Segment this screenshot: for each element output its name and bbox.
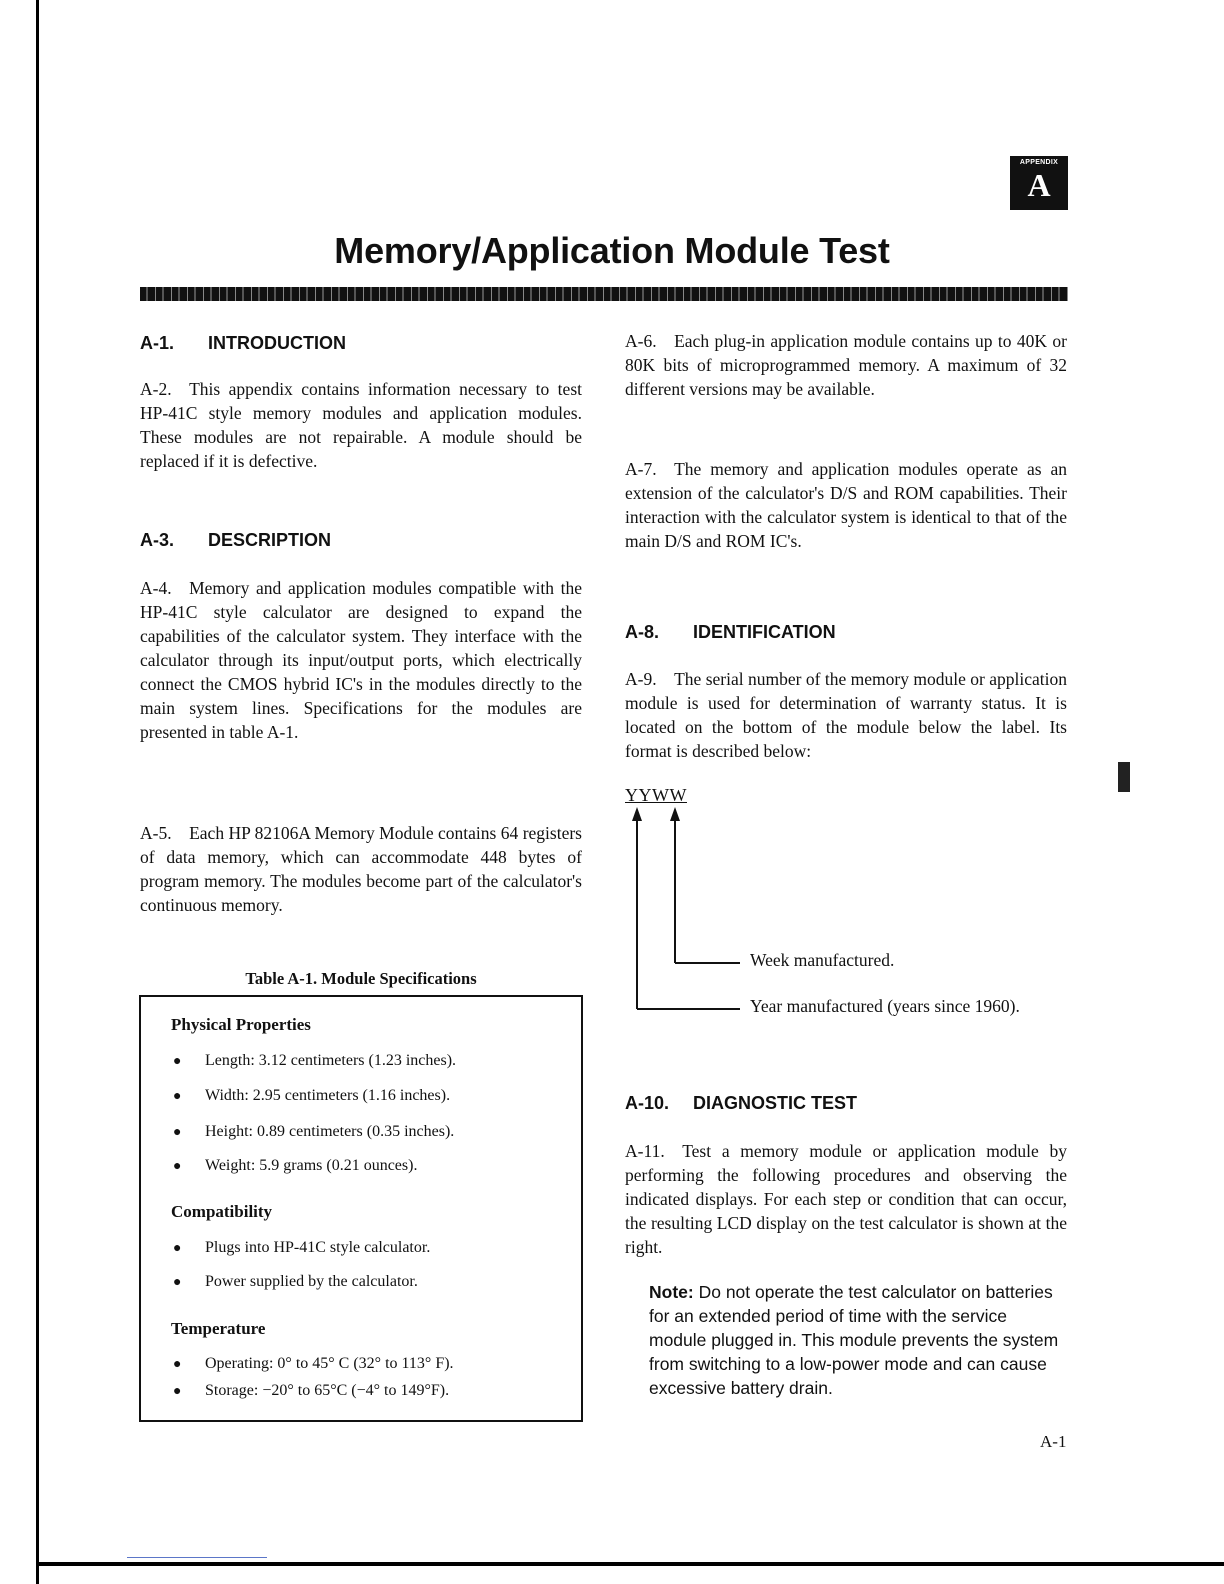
heading-number: A-3. (140, 530, 175, 550)
table-item: ● Power supplied by the calculator. (173, 1273, 418, 1290)
serial-format (625, 785, 687, 806)
title-rule (140, 287, 1068, 301)
heading-title: DESCRIPTION (208, 530, 332, 550)
paragraph-a11: A-11. Test a memory module or application module by performing the following procedures and observing the indicated displays. For each step or condition that can occur, the resulting LCD display on the test calculator is shown at the right. (625, 1141, 1067, 1257)
heading-title: DIAGNOSTIC TEST (693, 1093, 858, 1113)
heading-description (140, 530, 582, 551)
page-bottom-border (36, 1562, 1224, 1566)
heading-introduction (140, 333, 582, 354)
bottom-mark (127, 1557, 267, 1558)
paragraph-a4: A-4. Memory and application modules compatible with the HP-41C style calculator are designed to expand the capabilities of the calculator system. They interface with the calculator through its input/output ports, which electrically connect the CMOS hybrid IC's in the modules directly to the main system lines. Specifications for the modules are presented in table A-1. (140, 578, 582, 742)
note-block (649, 1280, 1059, 1400)
paragraph-a2: A-2. This appendix contains information necessary to test HP-41C style memory modules and application modules. These modules are not repairable. A module should be replaced if it is defective. (140, 379, 582, 471)
table-item: ● Storage: −20° to 65°C (−4° to 149°F). (173, 1382, 450, 1399)
note-text: Do not operate the test calculator on batteries for an extended period of time with the service module plugged in. This module prevents the system from switching to a low-power mode and can cause excessive battery drain. (649, 1282, 1059, 1398)
serial-year-label: Year manufactured (years since 1960). (750, 996, 1020, 1016)
heading-number: A-1. (140, 333, 175, 353)
arrowhead-year (632, 807, 642, 821)
table-caption: Table A-1. Module Specifications (245, 969, 477, 988)
heading-number: A-10. (625, 1093, 670, 1113)
appendix-badge (1010, 156, 1068, 210)
heading-title: INTRODUCTION (208, 333, 346, 353)
paragraph-a7: A-7. The memory and application modules operate as an extension of the calculator's D/S and ROM capabilities. Their interaction with the calculator system is identical to that of the main D/S and ROM IC's. (625, 459, 1067, 551)
table-section-physical: Physical Properties (171, 1015, 311, 1034)
thumb-tab (1118, 762, 1130, 792)
table-item: ● Operating: 0° to 45° C (32° to 113° F). (173, 1355, 454, 1372)
serial-format-label: YYWW (625, 785, 687, 805)
paragraph-a5: A-5. Each HP 82106A Memory Module contains 64 registers of data memory, which can accommodate 448 bytes of program memory. The modules become part of the calculator's continuous memory. (140, 823, 582, 915)
table-item: ● Width: 2.95 centimeters (1.16 inches). (173, 1087, 451, 1104)
heading-diagnostic-test (625, 1093, 1067, 1114)
heading-identification (625, 622, 1067, 643)
table-item: ● Height: 0.89 centimeters (0.35 inches). (173, 1123, 455, 1140)
page-title: Memory/Application Module Test (334, 230, 890, 271)
appendix-badge-label: APPENDIX (1019, 159, 1059, 166)
page-number: A-1 (1040, 1432, 1067, 1451)
table-item: ● Weight: 5.9 grams (0.21 ounces). (173, 1157, 418, 1174)
heading-title: IDENTIFICATION (693, 622, 836, 642)
spec-table (139, 995, 583, 1422)
table-section-compatibility: Compatibility (171, 1202, 273, 1221)
table-section-temperature: Temperature (171, 1319, 266, 1338)
arrowhead-week (670, 807, 680, 821)
table-item: ● Plugs into HP-41C style calculator. (173, 1239, 431, 1256)
serial-week-label: Week manufactured. (750, 950, 895, 970)
table-item: ● Length: 3.12 centimeters (1.23 inches). (173, 1052, 457, 1069)
paragraph-a6: A-6. Each plug-in application module contains up to 40K or 80K bits of microprogrammed memory. A maximum of 32 different versions may be available. (625, 331, 1067, 399)
serial-diagram-lines (625, 805, 755, 1020)
heading-number: A-8. (625, 622, 660, 642)
note-label: Note: (649, 1282, 694, 1302)
appendix-badge-letter: A (1027, 167, 1051, 203)
paragraph-a9: A-9. The serial number of the memory module or application module is used for determination of warranty status. It is located on the bottom of the module below the label. Its format is described below: (625, 669, 1067, 761)
